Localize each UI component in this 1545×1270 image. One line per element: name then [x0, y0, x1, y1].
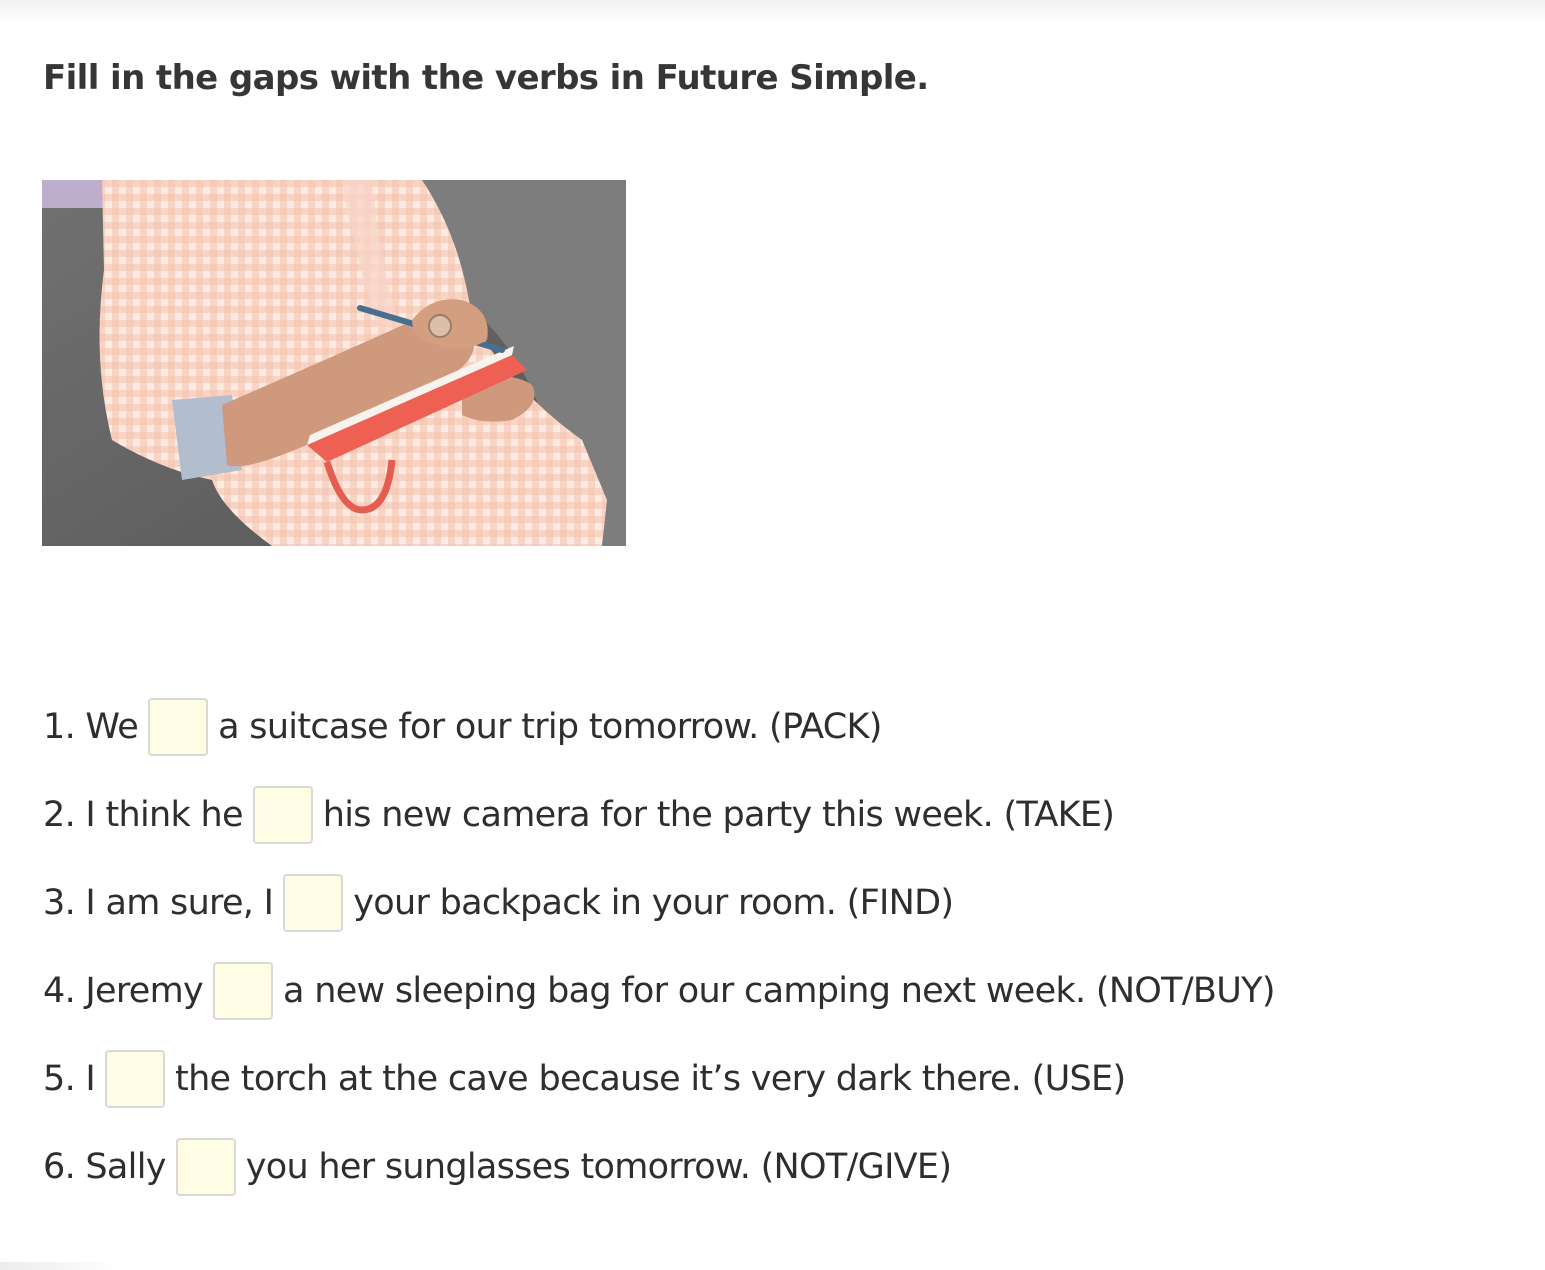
sentence-2 [43, 784, 1523, 846]
sentence-6 [43, 1136, 1523, 1198]
gap-fill-exercise [43, 696, 1523, 1224]
gap-input-2[interactable] [253, 786, 313, 844]
sentence-6-before: 6. Sally [43, 1147, 166, 1187]
sentence-6-after: you her sunglasses tomorrow. (NOT/GIVE) [245, 1147, 952, 1187]
sentence-1-before: 1. We [43, 707, 139, 747]
gap-input-6[interactable] [176, 1138, 236, 1196]
sentence-4-after: a new sleeping bag for our camping next week. (NOT/BUY) [283, 971, 1275, 1011]
top-shadow [0, 0, 1545, 22]
sentence-5-after: the torch at the cave because it’s very dark there. (USE) [175, 1059, 1126, 1099]
sentence-3-after: your backpack in your room. (FIND) [353, 883, 954, 923]
gap-input-5[interactable] [105, 1050, 165, 1108]
exercise-photo [42, 180, 626, 546]
sentence-4 [43, 960, 1523, 1022]
sentence-2-after: his new camera for the party this week. (TAKE) [322, 795, 1115, 835]
exercise-instruction: Fill in the gaps with the verbs in Future Simple. [43, 58, 929, 98]
bottom-edge-fade [0, 1262, 120, 1270]
sentence-3 [43, 872, 1523, 934]
sentence-4-before: 4. Jeremy [43, 971, 204, 1011]
gap-input-3[interactable] [283, 874, 343, 932]
woman-writing-in-notebook-photo [42, 180, 626, 546]
sentence-2-before: 2. I think he [43, 795, 243, 835]
sentence-5-before: 5. I [43, 1059, 96, 1099]
sentence-5 [43, 1048, 1523, 1110]
gap-input-4[interactable] [213, 962, 273, 1020]
gap-input-1[interactable] [148, 698, 208, 756]
sentence-1 [43, 696, 1523, 758]
sentence-1-after: a suitcase for our trip tomorrow. (PACK) [218, 707, 882, 747]
sentence-3-before: 3. I am sure, I [43, 883, 274, 923]
